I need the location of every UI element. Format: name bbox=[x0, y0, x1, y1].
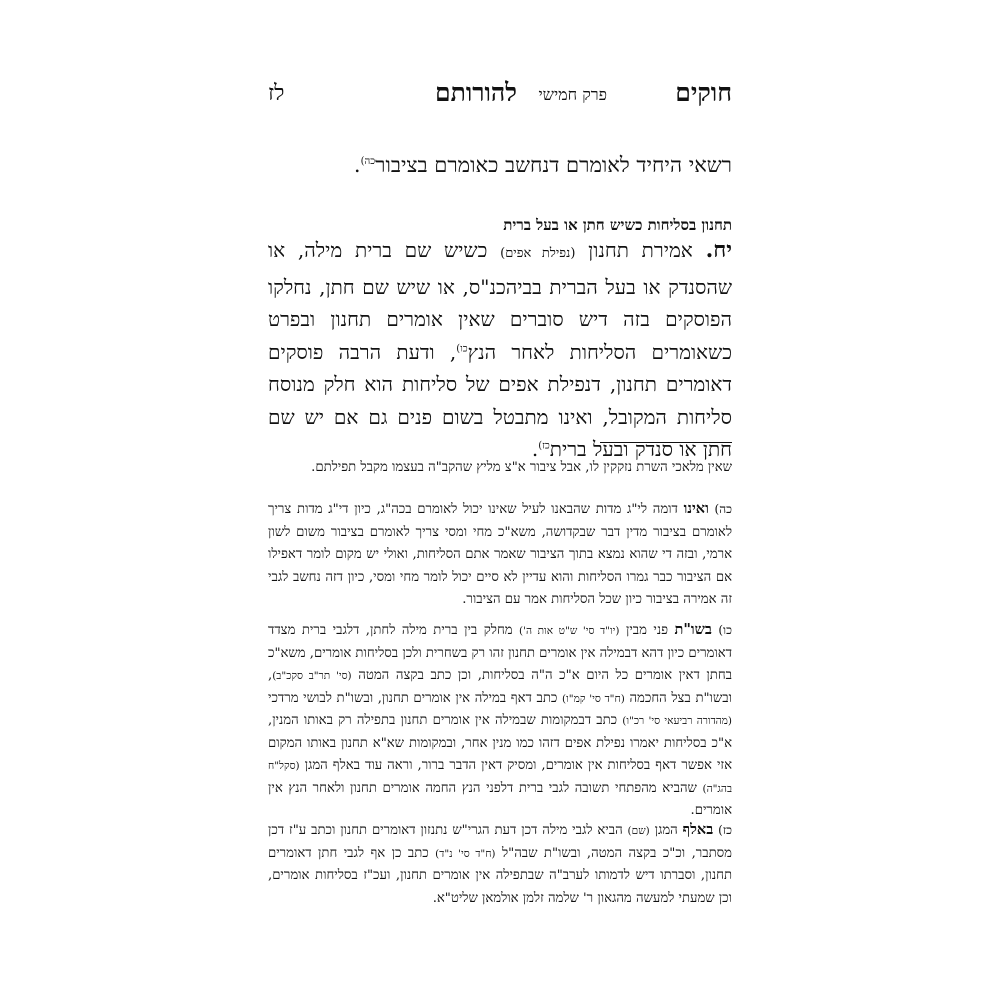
source-citation: (מהדורה רביעאי סי' רכ"ו) bbox=[622, 715, 733, 727]
halacha-paragraph bbox=[268, 234, 732, 466]
footnote-marker: כה) bbox=[714, 502, 732, 516]
footnote-text: הביא לגבי מילה דכן דעת הגרי"ש נתנזון דאומרים תחנון וכתב ע"ז דכן מסתבר, וכ"כ בקצה המטה, ובשו"ת שבה"ל bbox=[268, 823, 732, 861]
running-header bbox=[268, 78, 732, 108]
footnote-continuation-text: שאין מלאכי השרת נזקקין לו, אבל ציבור א"צ מליץ שהקב"ה בעצמו מקבל תפילתם. bbox=[311, 460, 732, 475]
source-citation: (ח"ד סי' נ"ד) bbox=[435, 847, 496, 860]
footnote-kz bbox=[268, 819, 732, 910]
paragraph-text-2: כשיש שם ברית מילה, או שהסנדק או בעל הברית בביהכנ"ס, או שיש שם חתן, נחלקו הפוסקים בזה דיש סוברים שאין אומרים תחנון ובפרט כשאומרים הסליחות לאחר הנץ bbox=[268, 238, 732, 364]
paragraph-text-4: . bbox=[531, 437, 539, 461]
footnote-ref-kz: כז) bbox=[538, 440, 550, 452]
footnote-text: פני מבין bbox=[619, 623, 675, 638]
footnote-lead-word: בשו"ת bbox=[674, 621, 712, 638]
source-citation: (ח"ד סי' קמ"ו) bbox=[561, 692, 625, 705]
continued-text-end: . bbox=[353, 153, 361, 177]
footnote-lead-word: ואינו bbox=[683, 500, 709, 517]
footnote-marker: כז) bbox=[718, 823, 732, 837]
continued-text bbox=[262, 150, 732, 180]
paragraph-number: יח. bbox=[705, 237, 733, 263]
page-number: לז bbox=[268, 81, 285, 106]
footnote-text: כתב דבמקומות שבמילה אין אומרים תחנון בתפילה רק באותו המנין, א"כ בסליחות יאמרו נפילת אפים דזהו כמו מנין אחר, ובמקומות שא"א תחנון באותו המקום אזי אפשר דאף בסליחות אין אומרים, ומסיק דאין הדבר ברור, וראה עוד באלף המגן bbox=[268, 713, 732, 773]
footnote-text: המגן bbox=[649, 823, 683, 838]
source-citation: (סי' תר"ב סקכ"ב) bbox=[272, 670, 352, 682]
chapter-label: פרק חמישי bbox=[538, 85, 607, 104]
footnote-text: שהביא מהפתחי תשובה לגבי ברית דלפני הנץ החמה אומרים תחנון ולאחר הנץ אין אומרים. bbox=[268, 780, 732, 818]
source-citation: (יו"ד סי' ש"ט אות ה') bbox=[519, 625, 620, 637]
running-subtitle: להורותם bbox=[435, 78, 517, 107]
footnote-kh bbox=[268, 498, 732, 612]
footnote-divider bbox=[600, 442, 732, 443]
footnote-text: מחלק בין ברית מילה לחתן, דלגבי ברית מצדד דאומרים כיון דהא דבמילה אין אומרים תחנון זהו רק בשחרית ולכן בסליחות אומרים, משא"כ בחתן דאין אומרים כל היום א"כ ה"ה בסליחות, וכן כתב בקצה המטה bbox=[268, 623, 732, 683]
footnote-kv bbox=[268, 619, 732, 823]
source-citation: (סקל"ח בהג"ה) bbox=[268, 760, 732, 795]
footnote-text: דומה לי"ג מדות שהבאנו לעיל שאינו יכול לאומרם בכה"ג, כיון די"ג מדות צריך לאומרם בציבור מדין דבר שבקדושה, משא"כ מחי ומסי צריך לאומרם בציבור משום לשון ארמי, ובזה די שהוא נמצא בתוך הציבור שאמר אתם הסליחות, ואולי יש מקום לומר דאפילו אם הציבור כבר גמרו הסליחות והוא עדיין לא סיים יכול לומר מחי ומסי, כיון דזה נחשב לגבי זה אמירה בציבור כיון שכל הסליחות אמר עם הציבור. bbox=[268, 502, 732, 607]
footnote-text: , ובשו"ת בצל החכמה bbox=[268, 668, 732, 706]
footnote-text: כתב כן אף לגבי חתן דאומרים תחנון, וסברתו דיש לדמותו לערב"ה שבתפילה אין אומרים תחנון, ועכ"ז בסליחות אומרים, וכן שמעתי למעשה מהגאון ר' שלמה זלמן אולמאן שליט"א. bbox=[268, 845, 732, 906]
paragraph-text-1: אמירת תחנון bbox=[575, 238, 706, 262]
footnote-ref-kh: כה) bbox=[360, 156, 376, 167]
footnote-marker: כו) bbox=[718, 623, 732, 637]
continued-text-body: רשאי היחיד לאומרם דנחשב כאומרם בציבור bbox=[375, 153, 732, 177]
footnote-text: כתב דאף במילה אין אומרים תחנון, ובשו"ת לבושי מרדכי bbox=[268, 690, 562, 706]
paragraph-parenthetical: (נפילת אפים) bbox=[500, 246, 576, 261]
running-title: חוקים bbox=[675, 78, 732, 107]
source-citation: (שם) bbox=[627, 825, 650, 837]
footnote-lead-word: באלף bbox=[682, 821, 714, 838]
footnote-continuation bbox=[268, 457, 732, 480]
paragraph-text-3: , ודעת הרבה פוסקים דאומרים תחנון, דנפילת אפים של סליחות הוא חלק מנוסח סליחות המקובל, ואינו מתבטל בשום פנים גם אם יש שם חתן או סנדק ובעל ברית bbox=[268, 339, 732, 461]
section-heading: תחנון בסליחות כשיש חתן או בעל ברית bbox=[503, 216, 732, 234]
footnote-ref-kv: כו) bbox=[456, 342, 468, 354]
